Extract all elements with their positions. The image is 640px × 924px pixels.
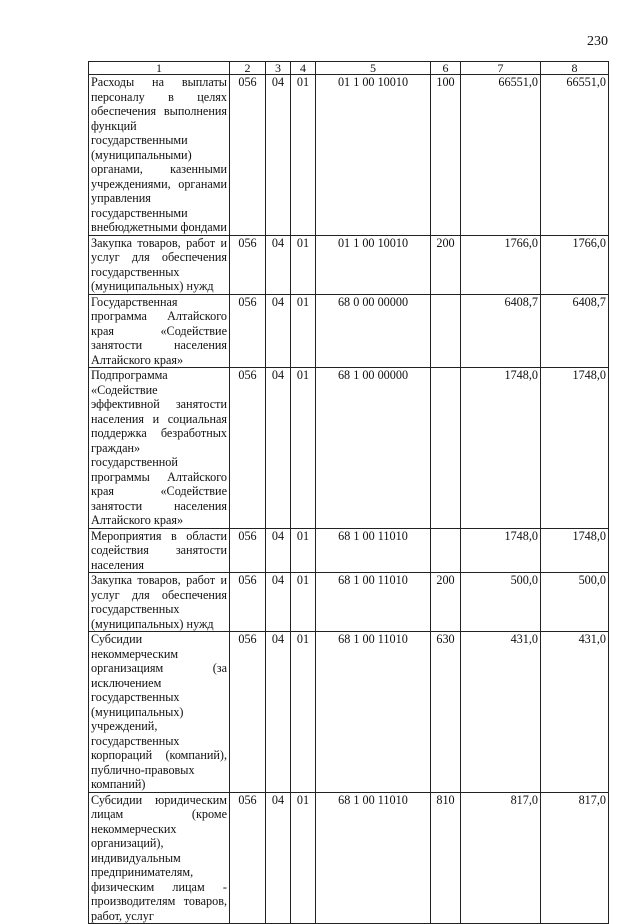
row-name: Субсидии юридическим лицам (кроме некоммерческих организаций), индивидуальным предпринимателям, физическим лицам - производителям товаров, работ, услуг	[89, 792, 230, 924]
row-name: Государственная программа Алтайского края «Содействие занятости населения Алтайского края»	[89, 294, 230, 368]
col-header-2: 2	[230, 62, 266, 75]
row-name: Подпрограмма «Содействие эффективной занятости населения и социальная поддержка безработных граждан» государственной программы Алтайского края «Содействие занятости населения Алтайского края»	[89, 368, 230, 529]
row-name: Мероприятия в области содействия занятости населения	[89, 528, 230, 573]
col-header-4: 4	[291, 62, 316, 75]
expense-type-code	[431, 368, 461, 529]
section-code: 04	[266, 573, 291, 632]
section-code: 04	[266, 75, 291, 236]
row-name: Расходы на выплаты персоналу в целях обеспечения выполнения функций государственными (муниципальными) органами, казенными учреждениями, органами управления государственными внебюджетными фондами	[89, 75, 230, 236]
amount-col7: 431,0	[461, 632, 541, 793]
header-row	[89, 62, 609, 75]
col-header-7: 7	[461, 62, 541, 75]
amount-col7: 500,0	[461, 573, 541, 632]
amount-col8: 6408,7	[541, 294, 609, 368]
ministry-code: 056	[230, 235, 266, 294]
section-code: 04	[266, 528, 291, 573]
target-article-code: 68 1 00 00000	[316, 368, 431, 529]
ministry-code: 056	[230, 75, 266, 236]
row-name: Закупка товаров, работ и услуг для обеспечения государственных (муниципальных) нужд	[89, 573, 230, 632]
section-code: 04	[266, 368, 291, 529]
target-article-code: 68 0 00 00000	[316, 294, 431, 368]
expense-type-code: 200	[431, 573, 461, 632]
amount-col8: 817,0	[541, 792, 609, 924]
amount-col7: 817,0	[461, 792, 541, 924]
ministry-code: 056	[230, 368, 266, 529]
amount-col8: 500,0	[541, 573, 609, 632]
amount-col7: 1766,0	[461, 235, 541, 294]
subsection-code: 01	[291, 792, 316, 924]
col-header-3: 3	[266, 62, 291, 75]
ministry-code: 056	[230, 792, 266, 924]
expense-type-code: 200	[431, 235, 461, 294]
target-article-code: 68 1 00 11010	[316, 632, 431, 793]
col-header-6: 6	[431, 62, 461, 75]
subsection-code: 01	[291, 573, 316, 632]
amount-col7: 1748,0	[461, 528, 541, 573]
section-code: 04	[266, 235, 291, 294]
table-row	[89, 632, 609, 793]
target-article-code: 01 1 00 10010	[316, 75, 431, 236]
amount-col8: 66551,0	[541, 75, 609, 236]
ministry-code: 056	[230, 294, 266, 368]
table-row	[89, 294, 609, 368]
subsection-code: 01	[291, 294, 316, 368]
expense-type-code: 630	[431, 632, 461, 793]
expense-type-code	[431, 528, 461, 573]
amount-col7: 1748,0	[461, 368, 541, 529]
ministry-code: 056	[230, 632, 266, 793]
ministry-code: 056	[230, 573, 266, 632]
amount-col8: 1748,0	[541, 368, 609, 529]
table-row	[89, 528, 609, 573]
expense-type-code: 100	[431, 75, 461, 236]
table-row	[89, 235, 609, 294]
row-name: Субсидии некоммерческим организациям (за исключением государственных (муниципальных) учреждений, государственных корпораций (компаний), публично-правовых компаний)	[89, 632, 230, 793]
target-article-code: 68 1 00 11010	[316, 528, 431, 573]
section-code: 04	[266, 792, 291, 924]
page-number: 230	[587, 34, 608, 49]
expense-type-code	[431, 294, 461, 368]
amount-col7: 6408,7	[461, 294, 541, 368]
ministry-code: 056	[230, 528, 266, 573]
amount-col7: 66551,0	[461, 75, 541, 236]
table-row	[89, 75, 609, 236]
col-header-5: 5	[316, 62, 431, 75]
subsection-code: 01	[291, 368, 316, 529]
col-header-1: 1	[89, 62, 230, 75]
subsection-code: 01	[291, 75, 316, 236]
amount-col8: 1766,0	[541, 235, 609, 294]
target-article-code: 68 1 00 11010	[316, 792, 431, 924]
section-code: 04	[266, 294, 291, 368]
subsection-code: 01	[291, 235, 316, 294]
amount-col8: 431,0	[541, 632, 609, 793]
col-header-8: 8	[541, 62, 609, 75]
table-row	[89, 573, 609, 632]
row-name: Закупка товаров, работ и услуг для обеспечения государственных (муниципальных) нужд	[89, 235, 230, 294]
section-code: 04	[266, 632, 291, 793]
expense-type-code: 810	[431, 792, 461, 924]
target-article-code: 68 1 00 11010	[316, 573, 431, 632]
target-article-code: 01 1 00 10010	[316, 235, 431, 294]
subsection-code: 01	[291, 632, 316, 793]
budget-table	[88, 61, 609, 924]
table-row	[89, 368, 609, 529]
amount-col8: 1748,0	[541, 528, 609, 573]
subsection-code: 01	[291, 528, 316, 573]
